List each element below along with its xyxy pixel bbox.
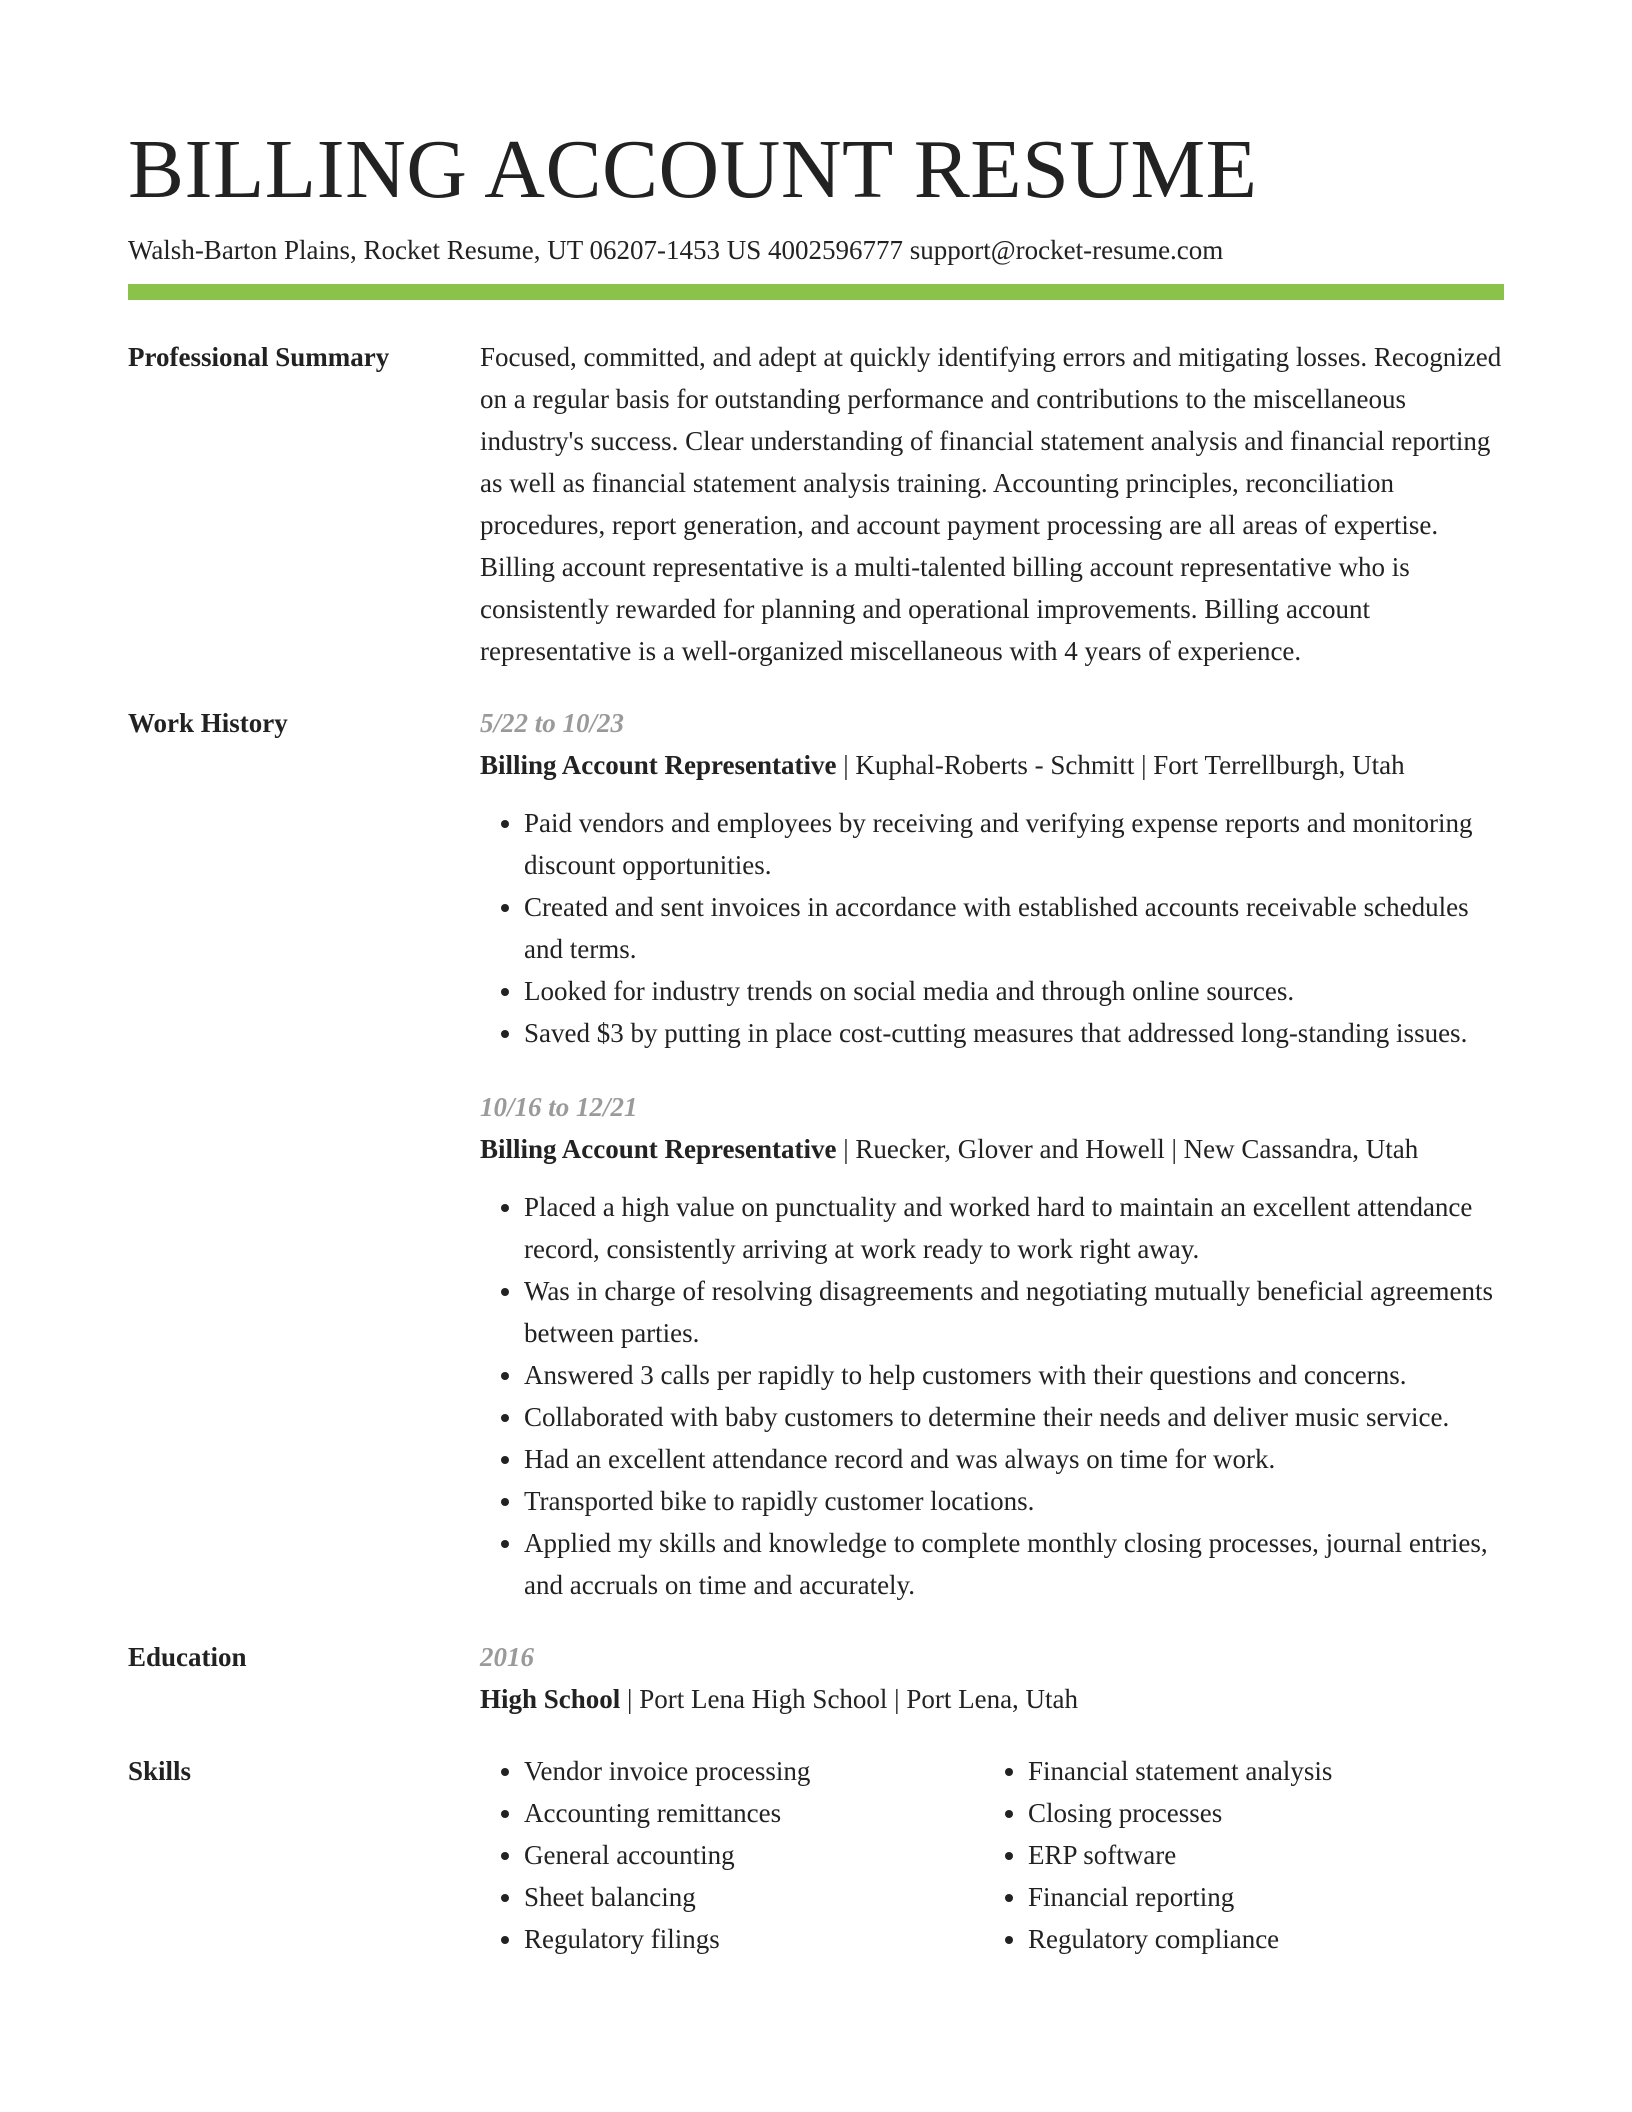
job-entry — [480, 1086, 1504, 1606]
skills-label: Skills — [128, 1756, 192, 1786]
summary-section — [128, 336, 1504, 672]
job-bullet: • Paid vendors and employees by receiving and verifying expense reports and monitoring discount opportunities. — [524, 802, 1504, 886]
job-dates: 5/22 to 10/23 — [480, 708, 625, 738]
skill-item: • Vendor invoice processing — [524, 1750, 984, 1792]
summary-text: Focused, committed, and adept at quickly identifying errors and mitigating losses. Recognized on a regular basis for outstanding performance and contributions to the miscellaneous industry's success. Clear understanding of financial statement analysis and financial reporting as well as financial statement analysis training. Accounting principles, reconciliation procedures, report generation, and account payment processing are all areas of expertise. Billing account representative is a multi-talented billing account representative who is consistently rewarded for planning and operational improvements. Billing account representative is a well-organized miscellaneous with 4 years of experience. — [480, 342, 1502, 666]
skill-item: • ERP software — [1028, 1834, 1488, 1876]
job-bullet: • Collaborated with baby customers to determine their needs and deliver music service. — [524, 1396, 1504, 1438]
job-bullet: • Created and sent invoices in accordance with established accounts receivable schedules and terms. — [524, 886, 1504, 970]
skills-grid — [480, 1750, 1504, 1960]
education-body — [480, 1636, 1504, 1720]
job-bullet: • Looked for industry trends on social media and through online sources. — [524, 970, 1504, 1012]
skill-item: • Closing processes — [1028, 1792, 1488, 1834]
skill-item: • General accounting — [524, 1834, 984, 1876]
job-details: | Ruecker, Glover and Howell | New Cassandra, Utah — [836, 1134, 1419, 1164]
job-bullets — [480, 1186, 1504, 1606]
skills-list-right — [984, 1750, 1488, 1960]
skill-item: • Regulatory compliance — [1028, 1918, 1488, 1960]
education-dates: 2016 — [480, 1642, 534, 1672]
job-title: Billing Account Representative — [480, 1134, 837, 1164]
summary-body — [480, 336, 1504, 672]
job-dates: 10/16 to 12/21 — [480, 1092, 638, 1122]
job-bullet: • Transported bike to rapidly customer locations. — [524, 1480, 1504, 1522]
job-bullet: • Answered 3 calls per rapidly to help customers with their questions and concerns. — [524, 1354, 1504, 1396]
job-bullet: • Applied my skills and knowledge to complete monthly closing processes, journal entries, and accruals on time and accurately. — [524, 1522, 1504, 1606]
job-bullet: • Saved $3 by putting in place cost-cutting measures that addressed long-standing issues. — [524, 1012, 1504, 1054]
education-section — [128, 1636, 1504, 1720]
job-bullets — [480, 802, 1504, 1054]
job-bullet: • Placed a high value on punctuality and worked hard to maintain an excellent attendance record, consistently arriving at work ready to work right away. — [524, 1186, 1504, 1270]
resume-title: BILLING ACCOUNT RESUME — [128, 123, 1258, 216]
job-role-line — [480, 1128, 1504, 1170]
education-label: Education — [128, 1642, 247, 1672]
work-history-label: Work History — [128, 708, 288, 738]
work-history-section — [128, 702, 1504, 1606]
skill-item: • Regulatory filings — [524, 1918, 984, 1960]
education-details: | Port Lena High School | Port Lena, Utah — [620, 1684, 1079, 1714]
skill-item: • Accounting remittances — [524, 1792, 984, 1834]
job-role-line — [480, 744, 1504, 786]
education-line — [480, 1678, 1504, 1720]
accent-divider — [128, 284, 1504, 300]
education-degree: High School — [480, 1684, 621, 1714]
skills-section — [128, 1750, 1504, 1960]
summary-label: Professional Summary — [128, 342, 390, 372]
skills-body — [480, 1750, 1504, 1960]
skills-list-left — [480, 1750, 984, 1960]
contact-line: Walsh-Barton Plains, Rocket Resume, UT 06207-1453 US 4002596777 support@rocket-resume.com — [128, 235, 1224, 265]
skill-item: • Financial statement analysis — [1028, 1750, 1488, 1792]
job-title: Billing Account Representative — [480, 750, 837, 780]
work-history-body — [480, 702, 1504, 1606]
job-entry — [480, 702, 1504, 1054]
job-details: | Kuphal-Roberts - Schmitt | Fort Terrellburgh, Utah — [836, 750, 1405, 780]
job-bullet: • Had an excellent attendance record and was always on time for work. — [524, 1438, 1504, 1480]
skill-item: • Financial reporting — [1028, 1876, 1488, 1918]
job-bullet: • Was in charge of resolving disagreements and negotiating mutually beneficial agreements between parties. — [524, 1270, 1504, 1354]
skill-item: • Sheet balancing — [524, 1876, 984, 1918]
